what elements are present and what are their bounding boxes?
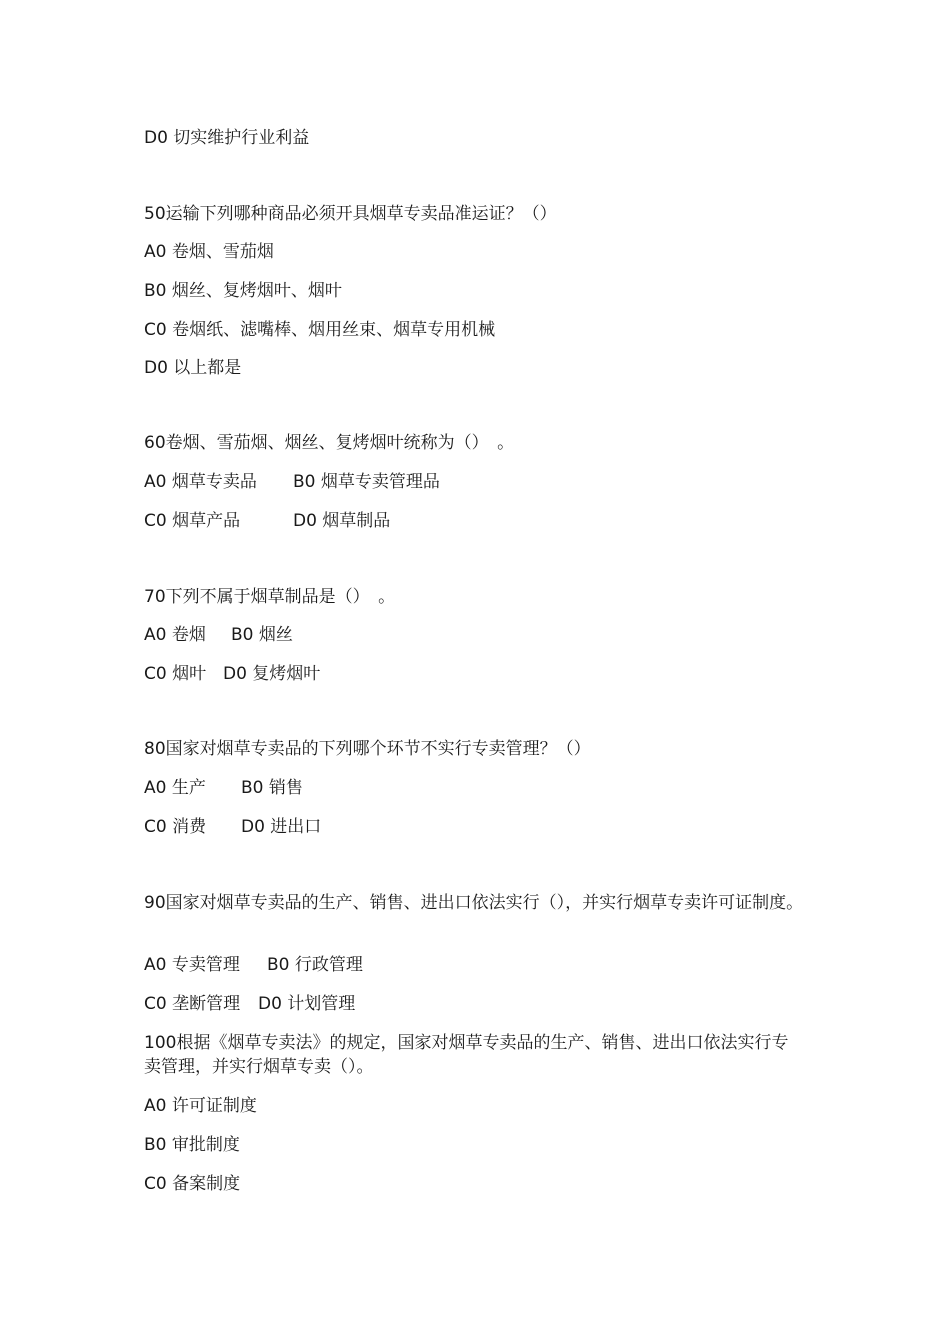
- q6-option-c: C0 烟草产品: [144, 511, 241, 531]
- q5-option-c: C0 卷烟纸、滤嘴棒、烟用丝束、烟草专用机械: [144, 320, 496, 340]
- q5-question: 50运输下列哪种商品必须开具烟草专卖品准运证？（）: [144, 204, 557, 224]
- q8-option-a: A0 生产: [144, 778, 206, 798]
- q9-question: 90国家对烟草专卖品的生产、销售、进出口依法实行（），并实行烟草专卖许可证制度。: [144, 893, 804, 913]
- q7-option-b: B0 烟丝: [231, 625, 293, 645]
- q8-option-c: C0 消费: [144, 817, 207, 837]
- q10-option-c: C0 备案制度: [144, 1174, 241, 1194]
- q9-option-c: C0 垄断管理: [144, 994, 241, 1014]
- q7-option-a: A0 卷烟: [144, 625, 206, 645]
- q8-question: 80国家对烟草专卖品的下列哪个环节不实行专卖管理？（）: [144, 739, 591, 759]
- q7-question: 70下列不属于烟草制品是（） 。: [144, 587, 396, 607]
- q7-option-d: D0 复烤烟叶: [223, 664, 321, 684]
- q10-question: 100根据《烟草专卖法》的规定，国家对烟草专卖品的生产、销售、进出口依法实行专卖管理，并实行烟草专卖（）。: [144, 1033, 789, 1077]
- q10-option-a: A0 许可证制度: [144, 1096, 257, 1116]
- q9-option-b: B0 行政管理: [267, 955, 363, 975]
- q9-option-d: D0 计划管理: [258, 994, 356, 1014]
- q5-option-b: B0 烟丝、复烤烟叶、烟叶: [144, 281, 342, 301]
- q7-option-c: C0 烟叶: [144, 664, 207, 684]
- q5-option-a: A0 卷烟、雪茄烟: [144, 242, 274, 262]
- q9-option-a: A0 专卖管理: [144, 955, 240, 975]
- q6-option-a: A0 烟草专卖品: [144, 472, 257, 492]
- q5-option-d: D0 以上都是: [144, 358, 242, 378]
- q6-option-d: D0 烟草制品: [293, 511, 391, 531]
- q8-option-b: B0 销售: [241, 778, 303, 798]
- q4-option-d: D0 切实维护行业利益: [144, 128, 310, 148]
- q6-option-b: B0 烟草专卖管理品: [293, 472, 440, 492]
- q6-question: 60卷烟、雪茄烟、烟丝、复烤烟叶统称为（） 。: [144, 433, 515, 453]
- q8-option-d: D0 进出口: [241, 817, 322, 837]
- q10-option-b: B0 审批制度: [144, 1135, 240, 1155]
